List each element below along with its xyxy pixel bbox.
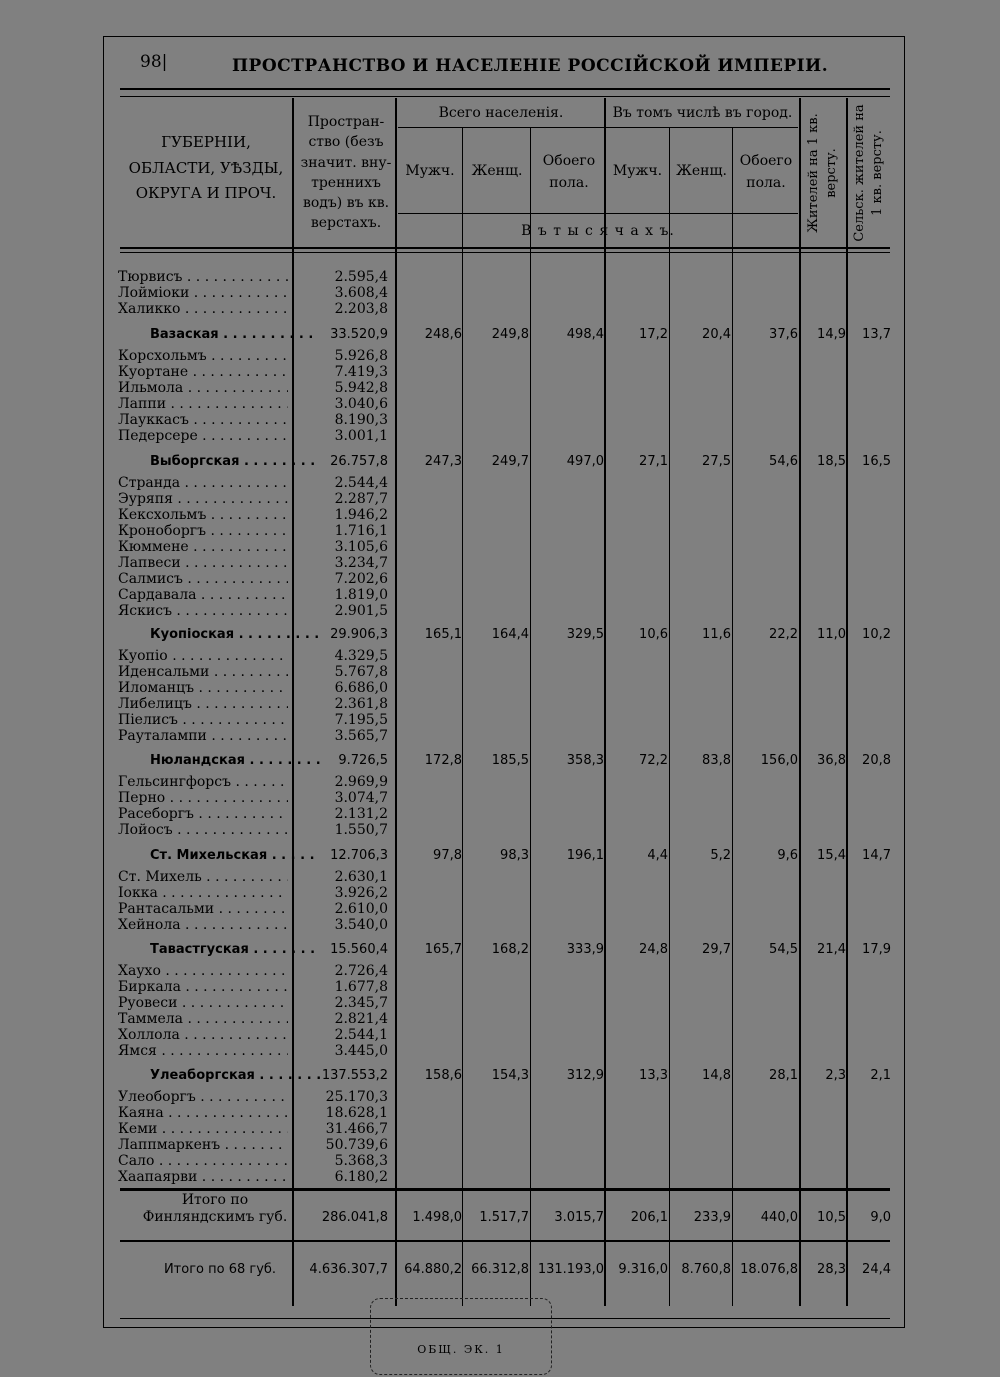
row-value: 83,8 bbox=[702, 753, 731, 768]
row-value: 185,5 bbox=[491, 753, 529, 768]
row-area: 2.361,8 bbox=[334, 696, 388, 712]
row-name: Хаапаярви . . . bbox=[118, 1169, 288, 1185]
row-name: Кроноборгъ . . . bbox=[118, 523, 288, 539]
row-name: Лойосъ . . . bbox=[118, 822, 288, 838]
row-area: 2.821,4 bbox=[334, 1011, 388, 1027]
row-value: 14,9 bbox=[817, 327, 846, 342]
row-name: Куопіоская . . . bbox=[150, 627, 320, 643]
row-area: 1.677,8 bbox=[334, 979, 388, 995]
row-value: 9,6 bbox=[777, 848, 798, 863]
header-rural-density: Сельск. жителей на 1 кв. версту. bbox=[851, 103, 885, 242]
total-value: 10,5 bbox=[817, 1210, 846, 1225]
row-value: 21,4 bbox=[817, 942, 846, 957]
row-area: 18.628,1 bbox=[325, 1105, 388, 1121]
row-value: 18,5 bbox=[817, 454, 846, 469]
row-area: 2.610,0 bbox=[334, 901, 388, 917]
district-row bbox=[0, 555, 1000, 571]
row-area: 3.608,4 bbox=[334, 285, 388, 301]
row-value: 312,9 bbox=[566, 1068, 604, 1083]
row-area: 7.419,3 bbox=[334, 364, 388, 380]
row-value: 4,4 bbox=[647, 848, 668, 863]
district-row bbox=[0, 869, 1000, 885]
row-name: Корсхольмъ . . . bbox=[118, 348, 288, 364]
province-row bbox=[0, 1068, 1000, 1084]
district-row bbox=[0, 1105, 1000, 1121]
district-row bbox=[0, 822, 1000, 838]
province-row bbox=[0, 942, 1000, 958]
row-name: Либелицъ . . . bbox=[118, 696, 288, 712]
row-area: 2.595,4 bbox=[334, 269, 388, 285]
row-name: Выборгская . . . bbox=[150, 454, 320, 470]
district-row bbox=[0, 571, 1000, 587]
row-area: 2.630,1 bbox=[334, 869, 388, 885]
district-row bbox=[0, 1011, 1000, 1027]
row-area: 3.445,0 bbox=[334, 1043, 388, 1059]
row-value: 158,6 bbox=[424, 1068, 462, 1083]
row-name: Улеаборгская . . . bbox=[150, 1068, 320, 1084]
row-area: 26.757,8 bbox=[330, 454, 388, 469]
row-value: 164,4 bbox=[491, 627, 529, 642]
row-name: Халикко . . . bbox=[118, 301, 288, 317]
row-value: 358,3 bbox=[566, 753, 604, 768]
row-area: 3.565,7 bbox=[334, 728, 388, 744]
district-row bbox=[0, 963, 1000, 979]
row-value: 247,3 bbox=[424, 454, 462, 469]
district-row bbox=[0, 648, 1000, 664]
row-area: 5.926,8 bbox=[334, 348, 388, 364]
total-value: 440,0 bbox=[760, 1210, 798, 1225]
district-row bbox=[0, 364, 1000, 380]
district-row bbox=[0, 380, 1000, 396]
header-total-population: Всего населенія. bbox=[438, 105, 564, 121]
row-name: Рантасальми . . . bbox=[118, 901, 288, 917]
total-value: 28,3 bbox=[817, 1262, 846, 1277]
row-value: 14,7 bbox=[862, 848, 891, 863]
row-area: 137.553,2 bbox=[321, 1068, 388, 1083]
row-name: Сардавала . . . bbox=[118, 587, 288, 603]
row-area: 5.368,3 bbox=[334, 1153, 388, 1169]
district-row bbox=[0, 1043, 1000, 1059]
row-area: 2.544,4 bbox=[334, 475, 388, 491]
district-row bbox=[0, 901, 1000, 917]
row-name: Лауккасъ . . . bbox=[118, 412, 288, 428]
row-area: 9.726,5 bbox=[338, 753, 388, 768]
district-row bbox=[0, 728, 1000, 744]
row-name: Рауталампи . . . bbox=[118, 728, 288, 744]
row-value: 333,9 bbox=[566, 942, 604, 957]
total-value: 233,9 bbox=[693, 1210, 731, 1225]
row-value: 16,5 bbox=[862, 454, 891, 469]
district-row bbox=[0, 507, 1000, 523]
row-name: Хаухо . . . bbox=[118, 963, 288, 979]
row-area: 2.726,4 bbox=[334, 963, 388, 979]
row-value: 172,8 bbox=[424, 753, 462, 768]
row-value: 24,8 bbox=[639, 942, 668, 957]
row-area: 1.946,2 bbox=[334, 507, 388, 523]
row-area: 2.544,1 bbox=[334, 1027, 388, 1043]
row-area: 6.180,2 bbox=[334, 1169, 388, 1185]
total-area: 4.636.307,7 bbox=[309, 1262, 388, 1277]
row-name: Вазаская . . . bbox=[150, 327, 320, 343]
district-row bbox=[0, 603, 1000, 619]
row-name: Іокка . . . bbox=[118, 885, 288, 901]
row-value: 165,7 bbox=[424, 942, 462, 957]
district-row bbox=[0, 680, 1000, 696]
row-area: 3.540,0 bbox=[334, 917, 388, 933]
row-value: 22,2 bbox=[769, 627, 798, 642]
row-area: 6.686,0 bbox=[334, 680, 388, 696]
row-area: 1.716,1 bbox=[334, 523, 388, 539]
district-row bbox=[0, 428, 1000, 444]
district-row bbox=[0, 1169, 1000, 1185]
district-row bbox=[0, 917, 1000, 933]
district-row bbox=[0, 979, 1000, 995]
total-finland-label: Итого по Финляндскимъ губ. bbox=[142, 1192, 288, 1225]
total-value: 64.880,2 bbox=[404, 1262, 462, 1277]
row-name: Кексхольмъ . . . bbox=[118, 507, 288, 523]
district-row bbox=[0, 664, 1000, 680]
row-value: 10,2 bbox=[862, 627, 891, 642]
district-row bbox=[0, 1027, 1000, 1043]
row-area: 2.901,5 bbox=[334, 603, 388, 619]
row-area: 2.131,2 bbox=[334, 806, 388, 822]
province-row bbox=[0, 627, 1000, 643]
header-urban-male: Мужч. bbox=[612, 163, 663, 179]
row-value: 329,5 bbox=[566, 627, 604, 642]
row-value: 10,6 bbox=[639, 627, 668, 642]
row-value: 2,3 bbox=[825, 1068, 846, 1083]
row-name: Странда . . . bbox=[118, 475, 288, 491]
row-area: 25.170,3 bbox=[325, 1089, 388, 1105]
header-male: Мужч. bbox=[405, 163, 455, 179]
district-row bbox=[0, 712, 1000, 728]
row-area: 8.190,3 bbox=[334, 412, 388, 428]
row-area: 2.345,7 bbox=[334, 995, 388, 1011]
header-urban-population: Въ томъ числѣ въ город. bbox=[612, 105, 793, 121]
row-value: 165,1 bbox=[424, 627, 462, 642]
row-value: 497,0 bbox=[566, 454, 604, 469]
page-title: ПРОСТРАНСТВО И НАСЕЛЕНІЕ РОССІЙСКОЙ ИМПЕРІИ. bbox=[232, 56, 829, 76]
total-row bbox=[0, 1210, 1000, 1226]
row-value: 37,6 bbox=[769, 327, 798, 342]
row-value: 11,0 bbox=[817, 627, 846, 642]
row-area: 3.040,6 bbox=[334, 396, 388, 412]
row-value: 11,6 bbox=[702, 627, 731, 642]
row-value: 20,8 bbox=[862, 753, 891, 768]
row-value: 54,5 bbox=[769, 942, 798, 957]
total-label: Итого по 68 губ. bbox=[163, 1262, 277, 1277]
row-area: 3.001,1 bbox=[334, 428, 388, 444]
row-area: 31.466,7 bbox=[325, 1121, 388, 1137]
title-ornament bbox=[120, 88, 890, 97]
district-row bbox=[0, 790, 1000, 806]
total-value: 1.517,7 bbox=[479, 1210, 529, 1225]
row-name: Иломанцъ . . . bbox=[118, 680, 288, 696]
header-female: Женщ. bbox=[471, 163, 523, 179]
district-row bbox=[0, 396, 1000, 412]
row-value: 20,4 bbox=[702, 327, 731, 342]
row-name: Лаппмаркенъ . . . bbox=[118, 1137, 288, 1153]
row-name: Лойміоки . . . bbox=[118, 285, 288, 301]
header-area: Простран-ство (безъ значит. вну-треннихъ водъ) въ кв. верстахъ. bbox=[300, 114, 392, 232]
row-name: Холлола . . . bbox=[118, 1027, 288, 1043]
row-value: 97,8 bbox=[433, 848, 462, 863]
row-value: 13,3 bbox=[639, 1068, 668, 1083]
row-value: 249,8 bbox=[491, 327, 529, 342]
header-thousands: В ъ т ы с я ч а х ъ. bbox=[521, 223, 675, 239]
row-value: 54,6 bbox=[769, 454, 798, 469]
district-row bbox=[0, 491, 1000, 507]
row-name: Биркала . . . bbox=[118, 979, 288, 995]
row-name: Тюрвисъ . . . bbox=[118, 269, 288, 285]
district-row bbox=[0, 269, 1000, 285]
total-value: 9,0 bbox=[870, 1210, 891, 1225]
district-row bbox=[0, 475, 1000, 491]
row-area: 3.926,2 bbox=[334, 885, 388, 901]
row-name: Піелисъ . . . bbox=[118, 712, 288, 728]
row-value: 168,2 bbox=[491, 942, 529, 957]
row-name: Иденсальми . . . bbox=[118, 664, 288, 680]
row-value: 29,7 bbox=[702, 942, 731, 957]
row-area: 2.287,7 bbox=[334, 491, 388, 507]
row-name: Улеоборгъ . . . bbox=[118, 1089, 288, 1105]
row-name: Руовеси . . . bbox=[118, 995, 288, 1011]
row-name: Ст. Михель . . . bbox=[118, 869, 288, 885]
library-stamp: ОБЩ. ЭК. 1 bbox=[370, 1298, 552, 1375]
row-value: 5,2 bbox=[710, 848, 731, 863]
district-row bbox=[0, 1121, 1000, 1137]
row-value: 98,3 bbox=[500, 848, 529, 863]
row-area: 2.969,9 bbox=[334, 774, 388, 790]
row-value: 28,1 bbox=[769, 1068, 798, 1083]
district-row bbox=[0, 1089, 1000, 1105]
district-row bbox=[0, 348, 1000, 364]
province-row bbox=[0, 753, 1000, 769]
row-value: 498,4 bbox=[566, 327, 604, 342]
row-name: Тавастгуская . . . bbox=[150, 942, 320, 958]
row-value: 196,1 bbox=[566, 848, 604, 863]
total-area: 286.041,8 bbox=[321, 1210, 388, 1225]
total-value: 3.015,7 bbox=[554, 1210, 604, 1225]
row-name: Расеборгъ . . . bbox=[118, 806, 288, 822]
row-value: 13,7 bbox=[862, 327, 891, 342]
total-value: 8.760,8 bbox=[681, 1262, 731, 1277]
district-row bbox=[0, 301, 1000, 317]
row-name: Лаппи . . . bbox=[118, 396, 288, 412]
row-area: 15.560,4 bbox=[330, 942, 388, 957]
row-name: Кюммене . . . bbox=[118, 539, 288, 555]
row-name: Каяна . . . bbox=[118, 1105, 288, 1121]
district-row bbox=[0, 412, 1000, 428]
district-row bbox=[0, 696, 1000, 712]
row-area: 33.520,9 bbox=[330, 327, 388, 342]
row-name: Салмисъ . . . bbox=[118, 571, 288, 587]
district-row bbox=[0, 995, 1000, 1011]
row-area: 4.329,5 bbox=[334, 648, 388, 664]
row-name: Яскисъ . . . bbox=[118, 603, 288, 619]
row-value: 14,8 bbox=[702, 1068, 731, 1083]
header-density: Жителей на 1 кв. версту. bbox=[805, 112, 839, 233]
row-value: 156,0 bbox=[760, 753, 798, 768]
row-name: Кеми . . . bbox=[118, 1121, 288, 1137]
row-value: 72,2 bbox=[639, 753, 668, 768]
total-value: 1.498,0 bbox=[412, 1210, 462, 1225]
row-area: 7.202,6 bbox=[334, 571, 388, 587]
header-region: ГУБЕРНІИ, ОБЛАСТИ, УѢЗДЫ, ОКРУГА И ПРОЧ. bbox=[128, 133, 284, 202]
row-value: 27,5 bbox=[702, 454, 731, 469]
row-name: Ямся . . . bbox=[118, 1043, 288, 1059]
row-area: 5.767,8 bbox=[334, 664, 388, 680]
row-area: 1.819,0 bbox=[334, 587, 388, 603]
province-row bbox=[0, 327, 1000, 343]
row-name: Хейнола . . . bbox=[118, 917, 288, 933]
district-row bbox=[0, 523, 1000, 539]
row-value: 36,8 bbox=[817, 753, 846, 768]
page-number: 98| bbox=[140, 52, 168, 72]
row-area: 2.203,8 bbox=[334, 301, 388, 317]
row-value: 2,1 bbox=[870, 1068, 891, 1083]
district-row bbox=[0, 1137, 1000, 1153]
province-row bbox=[0, 848, 1000, 864]
district-row bbox=[0, 774, 1000, 790]
district-row bbox=[0, 285, 1000, 301]
total-value: 66.312,8 bbox=[471, 1262, 529, 1277]
total-value: 131.193,0 bbox=[537, 1262, 604, 1277]
row-name: Перно . . . bbox=[118, 790, 288, 806]
total-value: 9.316,0 bbox=[618, 1262, 668, 1277]
row-name: Педерсере . . . bbox=[118, 428, 288, 444]
header-urban-both: Обоего пола. bbox=[739, 153, 793, 192]
total-value: 206,1 bbox=[630, 1210, 668, 1225]
row-area: 7.195,5 bbox=[334, 712, 388, 728]
district-row bbox=[0, 1153, 1000, 1169]
row-area: 3.105,6 bbox=[334, 539, 388, 555]
row-value: 249,7 bbox=[491, 454, 529, 469]
row-name: Куопіо . . . bbox=[118, 648, 288, 664]
row-value: 17,2 bbox=[639, 327, 668, 342]
row-name: Лапвеси . . . bbox=[118, 555, 288, 571]
row-name: Нюландская . . . bbox=[150, 753, 320, 769]
row-value: 154,3 bbox=[491, 1068, 529, 1083]
total-row bbox=[0, 1262, 1000, 1278]
district-row bbox=[0, 806, 1000, 822]
row-name: Эуряпя . . . bbox=[118, 491, 288, 507]
row-area: 29.906,3 bbox=[330, 627, 388, 642]
row-name: Сало . . . bbox=[118, 1153, 288, 1169]
row-value: 15,4 bbox=[817, 848, 846, 863]
row-name: Гельсингфорсъ . . . bbox=[118, 774, 288, 790]
district-row bbox=[0, 885, 1000, 901]
district-row bbox=[0, 587, 1000, 603]
header-both: Обоего пола. bbox=[542, 153, 596, 192]
province-row bbox=[0, 454, 1000, 470]
district-row bbox=[0, 539, 1000, 555]
total-value: 18.076,8 bbox=[740, 1262, 798, 1277]
row-area: 5.942,8 bbox=[334, 380, 388, 396]
row-area: 3.074,7 bbox=[334, 790, 388, 806]
header-urban-female: Женщ. bbox=[676, 163, 727, 179]
row-area: 50.739,6 bbox=[325, 1137, 388, 1153]
row-area: 1.550,7 bbox=[334, 822, 388, 838]
row-name: Таммела . . . bbox=[118, 1011, 288, 1027]
row-value: 248,6 bbox=[424, 327, 462, 342]
row-value: 27,1 bbox=[639, 454, 668, 469]
row-name: Ст. Михельская . . . bbox=[150, 848, 320, 864]
row-area: 3.234,7 bbox=[334, 555, 388, 571]
row-name: Куортане . . . bbox=[118, 364, 288, 380]
row-value: 17,9 bbox=[862, 942, 891, 957]
row-area: 12.706,3 bbox=[330, 848, 388, 863]
total-value: 24,4 bbox=[862, 1262, 891, 1277]
row-name: Ильмола . . . bbox=[118, 380, 288, 396]
